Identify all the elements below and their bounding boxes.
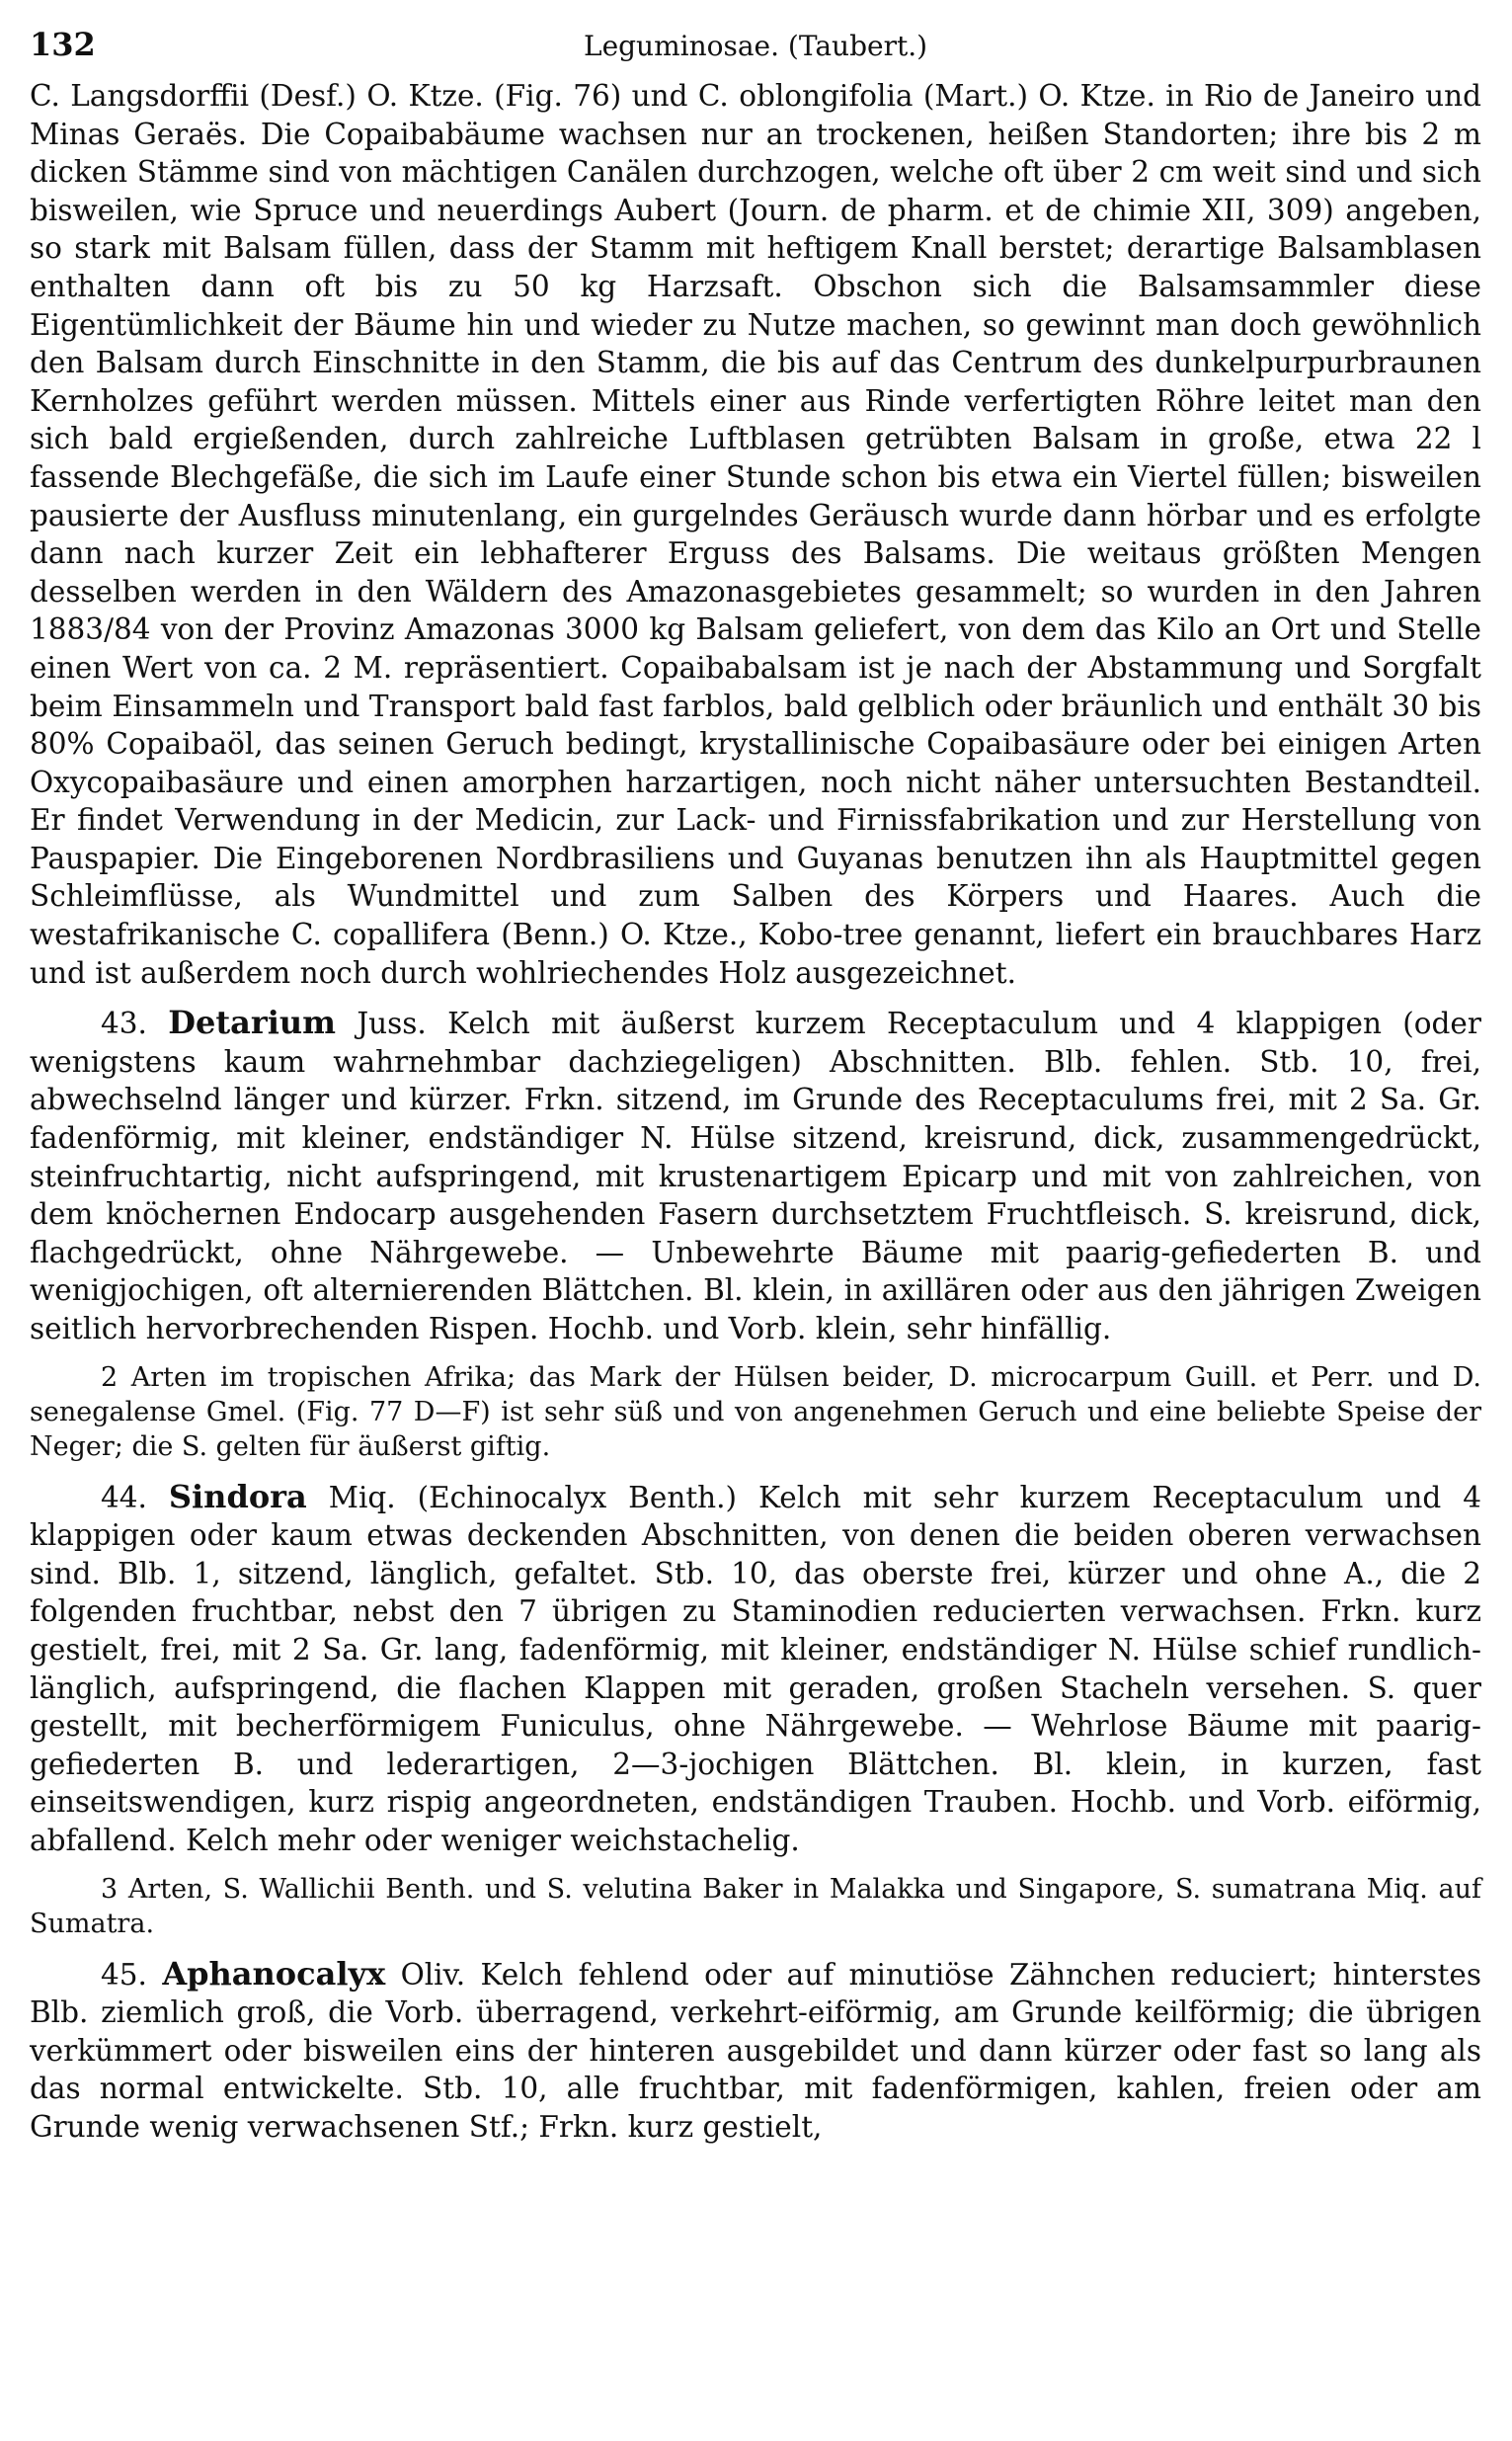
document-page [30,22,1481,2147]
genus-entry [30,1004,1481,1347]
genus-note: 3 Arten, S. Wallichii Benth. und S. velutina Baker in Malakka und Singapore, S. sumatrana Miq. auf Sumatra. [30,1873,1481,1939]
genus-43 [30,1004,1481,1463]
genus-description: Juss. Kelch mit äußerst kurzem Receptaculum und 4 klappigen (oder wenigstens kaum wahrnehmbar dachziegeligen) Abschnitten. Blb. fehlen. Stb. 10, frei, abwechselnd länger und kürzer. Frkn. sitzend, im Grunde des Receptaculums frei, mit 2 Sa. Gr. fadenförmig, mit kleiner, endständiger N. Hülse sitzend, kreisrund, dick, zusammengedrückt, steinfruchtartig, nicht aufspringend, mit krustenartigem Epicarp und mit von zahlreichen, von dem knöchernen Endocarp ausgehenden Fasern durchsetztem Fruchtfleisch. S. kreisrund, dick, flachgedrückt, ohne Nährgewebe. — Unbewehrte Bäume mit paarig-gefiederten B. und wenigjochigen, oft alternierenden Blättchen. Bl. klein, in axillären oder aus den jährigen Zweigen seitlich hervorbrechenden Rispen. Hochb. und Vorb. klein, sehr hinfällig. [30,1007,1481,1345]
genus-number: 45. [101,1957,147,1992]
genus-description: Miq. (Echinocalyx Benth.) Kelch mit sehr kurzem Receptaculum und 4 klappigen oder kaum etwas deckenden Abschnitten, von denen die beiden oberen verwachsen sind. Blb. 1, sitzend, länglich, gefaltet. Stb. 10, das oberste frei, kürzer und ohne A., die 2 folgenden fruchtbar, nebst den 7 übrigen zu Staminodien reducierten verwachsen. Frkn. kurz gestielt, frei, mit 2 Sa. Gr. lang, fadenförmig, mit kleiner, endständiger N. Hülse schief rundlich-länglich, aufspringend, die flachen Klappen mit geraden, großen Stacheln versehen. S. quer gestellt, mit becherförmigem Funiculus, ohne Nährgewebe. — Wehrlose Bäume mit paarig-gefiederten B. und lederartigen, 2—3-jochigen Blättchen. Bl. klein, in kurzen, fast einseitswendigen, kurz rispig angeordneten, endständigen Trauben. Hochb. und Vorb. eiförmig, abfallend. Kelch mehr oder weniger weichstachelig. [30,1480,1481,1857]
genus-name: Sindora [168,1477,307,1515]
intro-paragraph: C. Langsdorffii (Desf.) O. Ktze. (Fig. 76) und C. oblongifolia (Mart.) O. Ktze. in Rio de Janeiro und Minas Geraës. Die Copaibabäume wachsen nur an trockenen, heißen Standorten; ihre bis 2 m dicken Stämme sind von mächtigen Canälen durchzogen, welche oft über 2 cm weit sind und sich bisweilen, wie Spruce und neuerdings Aubert (Journ. de pharm. et de chimie XII, 309) angeben, so stark mit Balsam füllen, dass der Stamm mit heftigem Knall berstet; derartige Balsamblasen enthalten dann oft bis zu 50 kg Harzsaft. Obschon sich die Balsamsammler diese Eigentümlichkeit der Bäume hin und wieder zu Nutze machen, so gewinnt man doch gewöhnlich den Balsam durch Einschnitte in den Stamm, die bis auf das Centrum des dunkelpurpurbraunen Kernholzes geführt werden müssen. Mittels einer aus Rinde verfertigten Röhre leitet man den sich bald ergießenden, durch zahlreiche Luftblasen getrübten Balsam in große, etwa 22 l fassende Blechgefäße, die sich im Laufe einer Stunde schon bis etwa ein Viertel füllen; bisweilen pausierte der Ausfluss minutenlang, ein gurgelndes Geräusch wurde dann hörbar und es erfolgte dann nach kurzer Zeit ein lebhafterer Erguss des Balsams. Die weitaus größten Mengen desselben werden in den Wäldern des Amazonasgebietes gesammelt; so wurden in den Jahren 1883/84 von der Provinz Amazonas 3000 kg Balsam geliefert, von dem das Kilo an Ort und Stelle einen Wert von ca. 2 M. repräsentiert. Copaibabalsam ist je nach der Abstammung und Sorgfalt beim Einsammeln und Transport bald fast farblos, bald gelblich oder bräunlich und enthält 30 bis 80% Copaibaöl, das seinen Geruch bedingt, krystallinische Copaibasäure oder bei einigen Arten Oxycopaibasäure und einen amorphen harzartigen, noch nicht näher untersuchten Bestandteil. Er findet Verwendung in der Medicin, zur Lack- und Firnissfabrikation und zur Herstellung von Pauspapier. Die Eingeborenen Nordbrasiliens und Guyanas benutzen ihn als Hauptmittel gegen Schleimflüsse, als Wundmittel und zum Salben des Körpers und Haares. Auch die westafrikanische C. copallifera (Benn.) O. Ktze., Kobo-tree genannt, liefert ein brauchbares Harz und ist außerdem noch durch wohlriechendes Holz ausgezeichnet. [30,79,1481,990]
genus-45 [30,1955,1481,2147]
genus-44 [30,1478,1481,1941]
running-head: Leguminosae. (Taubert.) [583,30,928,62]
genus-description: Oliv. Kelch fehlend oder auf minutiöse Zähnchen reduciert; hinterstes Blb. ziemlich groß, die Vorb. überragend, verkehrt-eiförmig, am Grunde keilförmig; die übrigen verkümmert oder bisweilen eins der hinteren ausgebildet und dann kürzer oder fast so lang als das normal entwickelte. Stb. 10, alle fruchtbar, mit fadenförmigen, kahlen, freien oder am Grunde wenig verwachsenen Stf.; Frkn. kurz gestielt, [30,1957,1481,2144]
page-number: 132 [30,26,96,63]
genus-number: 43. [101,1007,147,1041]
genus-note: 2 Arten im tropischen Afrika; das Mark der Hülsen beider, D. microcarpum Guill. et Perr. und D. senegalense Gmel. (Fig. 77 D—F) ist sehr süß und von angenehmen Geruch und eine beliebte Speise der Neger; die S. gelten für äußerst giftig. [30,1361,1481,1462]
page-header [30,22,1481,77]
genus-number: 44. [101,1480,147,1514]
genus-entry [30,1955,1481,2147]
genus-name: Detarium [168,1004,336,1042]
genus-entry [30,1478,1481,1860]
genus-name: Aphanocalyx [162,1954,386,1993]
